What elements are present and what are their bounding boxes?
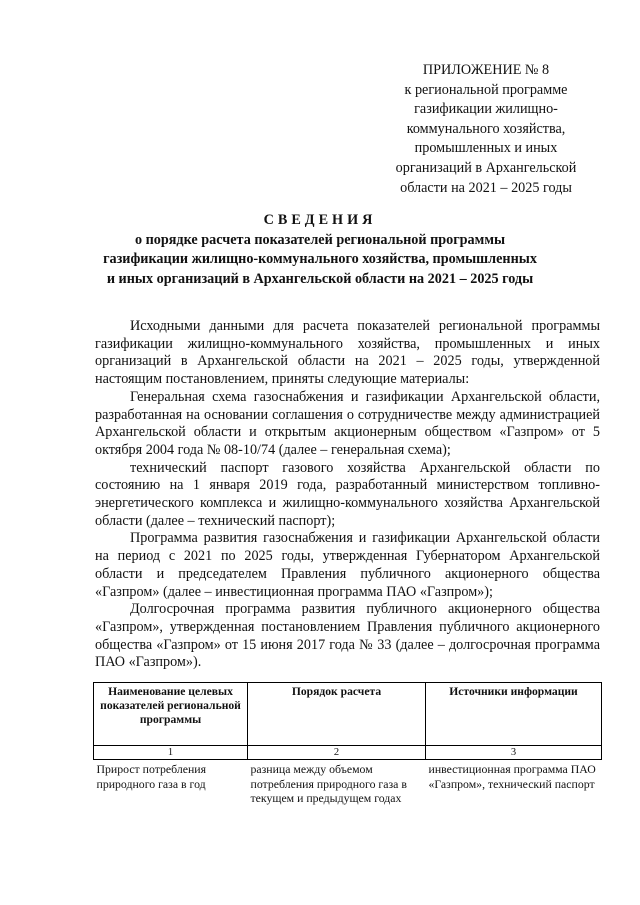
document-heading [60, 211, 580, 289]
appendix-title: ПРИЛОЖЕНИЕ № 8 [422, 62, 550, 78]
cell-calculation-method: разница между объемом потребления природного газа в текущем и предыдущем годах [250, 762, 407, 805]
appendix-line: газификации жилищно- [414, 101, 558, 118]
paragraph-investment-program: Программа развития газоснабжения и газификации Архангельской области на период с 2021 по 2025 годы, утвержденная Губернатором Архангельской области и председателем Правления публичного акционерного общества «Газпром» (далее – инвестиционная программа ПАО «Газпром»); [95, 530, 600, 600]
paragraph-long-term-program: Долгосрочная программа развития публичного акционерного общества «Газпром», утвержденная постановлением Правления публичного акционерного общества «Газпром» от 15 июня 2017 года № 33 (далее – долгосрочная программа ПАО «Газпром»). [95, 601, 600, 671]
table-number-row [94, 746, 602, 760]
column-number: 1 [94, 746, 248, 760]
appendix-line: к региональной программе [404, 81, 568, 98]
appendix-line: промышленных и иных [414, 140, 558, 157]
paragraph-general-scheme: Генеральная схема газоснабжения и газификации Архангельской области, разработанная на основании соглашения о сотрудничестве между администрацией Архангельской области и открытым акционерным обществом «Газпром» от 5 октября 2004 года № 08-10/74 (далее – генеральная схема); [95, 388, 600, 458]
cell-information-sources: инвестиционная программа ПАО «Газпром», технический паспорт [428, 762, 596, 791]
column-number: 2 [248, 746, 426, 760]
header-indicator-name: Наименование целевых показателей региональной программы [94, 683, 248, 746]
heading-title: СВЕДЕНИЯ [263, 212, 377, 228]
appendix-line: коммунального хозяйства, [406, 120, 566, 137]
header-information-sources: Источники информации [426, 683, 602, 746]
appendix-block [370, 61, 602, 198]
header-calculation-method: Порядок расчета [248, 683, 426, 746]
appendix-line: организаций в Архангельской [395, 159, 577, 176]
heading-line: о порядке расчета показателей региональной программы [134, 231, 506, 248]
cell-indicator-name: Прирост потребления природного газа в год [96, 762, 207, 791]
indicators-table [93, 682, 602, 808]
paragraph-technical-passport: технический паспорт газового хозяйства Архангельской области по состоянию на 1 января 2019 года, разработанный министерством топливно-энергетического комплекса и жилищно-коммунального хозяйства Архангельской области (далее – технический паспорт); [95, 459, 600, 529]
table-row [94, 760, 602, 808]
appendix-line: области на 2021 – 2025 годы [400, 179, 572, 196]
table-header-row [94, 683, 602, 746]
body-text [95, 318, 600, 672]
paragraph-intro: Исходными данными для расчета показателей региональной программы газификации жилищно-коммунального хозяйства, промышленных и иных организаций в Архангельской области на 2021 – 2025 годы, утвержденной настоящим постановлением, приняты следующие материалы: [95, 318, 600, 388]
heading-line: и иных организаций в Архангельской области на 2021 – 2025 годы [106, 270, 534, 287]
column-number: 3 [426, 746, 602, 760]
heading-line: газификации жилищно-коммунального хозяйства, промышленных [103, 251, 537, 268]
